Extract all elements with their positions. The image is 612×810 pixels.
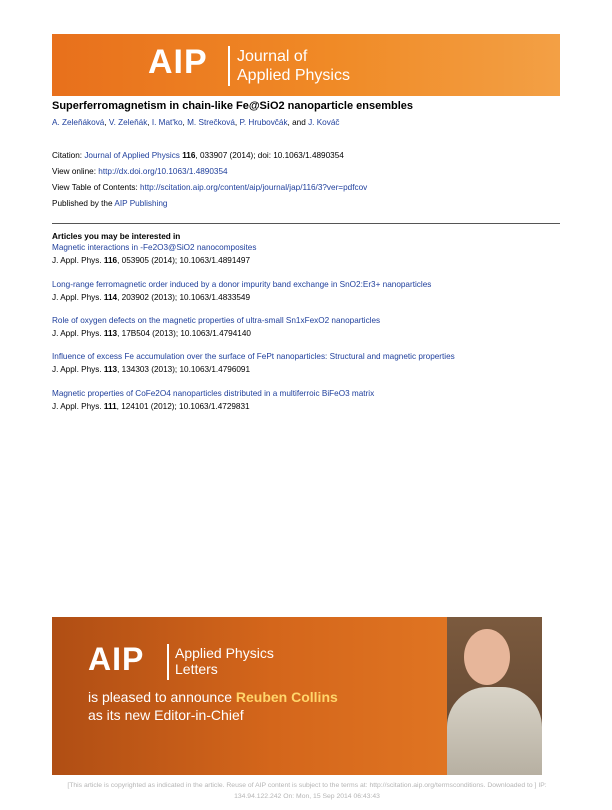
citation-line: Citation: Journal of Applied Physics 116, 033907 (2014); doi: 10.1063/1.4890354	[52, 151, 344, 160]
ad-journal-name: Applied Physics Letters	[175, 645, 274, 677]
toc-link[interactable]: http://scitation.aip.org/content/aip/journal/jap/116/3?ver=pdfcov	[140, 183, 368, 192]
journal-name: Journal of Applied Physics	[237, 48, 350, 84]
author-link[interactable]: M. Strečková	[187, 118, 235, 127]
aip-logo: AIP	[148, 43, 208, 81]
doi-link[interactable]: http://dx.doi.org/10.1063/1.4890354	[98, 167, 228, 176]
editor-photo-head	[464, 629, 510, 685]
copyright-footer: [This article is copyrighted as indicated in the article. Reuse of AIP content is subject to the terms at: http://scitation.aip.org/termsconditions. Downloaded to ] IP: 134.94.122.242 On: Mon, 15 Sep 2014 06:43:43	[67, 782, 547, 800]
related-article-ref: J. Appl. Phys. 111, 124101 (2012); 10.1063/1.4729831	[52, 402, 250, 411]
author-link[interactable]: I. Mat'ko	[151, 118, 183, 127]
related-article-ref: J. Appl. Phys. 113, 17B504 (2013); 10.1063/1.4794140	[52, 329, 251, 338]
toc-line: View Table of Contents: http://scitation.aip.org/content/aip/journal/jap/116/3?ver=pdfcov	[52, 183, 368, 192]
apl-advertisement-banner[interactable]	[52, 617, 542, 775]
divider	[52, 223, 560, 224]
author-link[interactable]: V. Zeleňák	[108, 118, 148, 127]
related-article-link[interactable]: Magnetic properties of CoFe2O4 nanoparticles distributed in a multiferroic BiFeO3 matrix	[52, 389, 375, 398]
related-heading: Articles you may be interested in	[52, 232, 181, 241]
publisher-link[interactable]: AIP Publishing	[114, 199, 168, 208]
author-list: A. Zeleňáková, V. Zeleňák, I. Mat'ko, M. Strečková, P. Hrubovčák, and J. Kováč	[52, 118, 340, 127]
journal-link[interactable]: Journal of Applied Physics	[84, 151, 180, 160]
logo-separator	[167, 644, 169, 680]
published-line: Published by the AIP Publishing	[52, 199, 168, 208]
editor-photo-shirt	[447, 687, 542, 775]
related-article-link[interactable]: Influence of excess Fe accumulation over the surface of FePt nanoparticles: Structural and magnetic properties	[52, 352, 455, 361]
journal-header-banner	[52, 34, 560, 96]
editor-name: Reuben Collins	[235, 689, 338, 705]
view-online-line: View online: http://dx.doi.org/10.1063/1.4890354	[52, 167, 228, 176]
related-article-ref: J. Appl. Phys. 116, 053905 (2014); 10.1063/1.4891497	[52, 256, 251, 265]
article-title: Superferromagnetism in chain-like Fe@SiO2 nanoparticle ensembles	[52, 100, 414, 112]
ad-announcement-line: is pleased to announce Reuben Collins	[88, 689, 338, 705]
related-article-link[interactable]: Role of oxygen defects on the magnetic properties of ultra-small Sn1xFexO2 nanoparticles	[52, 316, 381, 325]
aip-logo: AIP	[88, 641, 145, 677]
related-article-ref: J. Appl. Phys. 114, 203902 (2013); 10.1063/1.4833549	[52, 293, 251, 302]
ad-announcement-line-2: as its new Editor-in-Chief	[88, 707, 244, 723]
related-article-link[interactable]: Long-range ferromagnetic order induced by a donor impurity band exchange in SnO2:Er3+ nanoparticles	[52, 280, 432, 289]
logo-separator	[228, 46, 230, 86]
author-link[interactable]: A. Zeleňáková	[52, 118, 105, 127]
related-article-link[interactable]: Magnetic interactions in -Fe2O3@SiO2 nanocomposites	[52, 243, 257, 252]
author-link[interactable]: J. Kováč	[308, 118, 340, 127]
related-article-ref: J. Appl. Phys. 113, 134303 (2013); 10.1063/1.4796091	[52, 365, 251, 374]
author-link[interactable]: P. Hrubovčák	[239, 118, 288, 127]
